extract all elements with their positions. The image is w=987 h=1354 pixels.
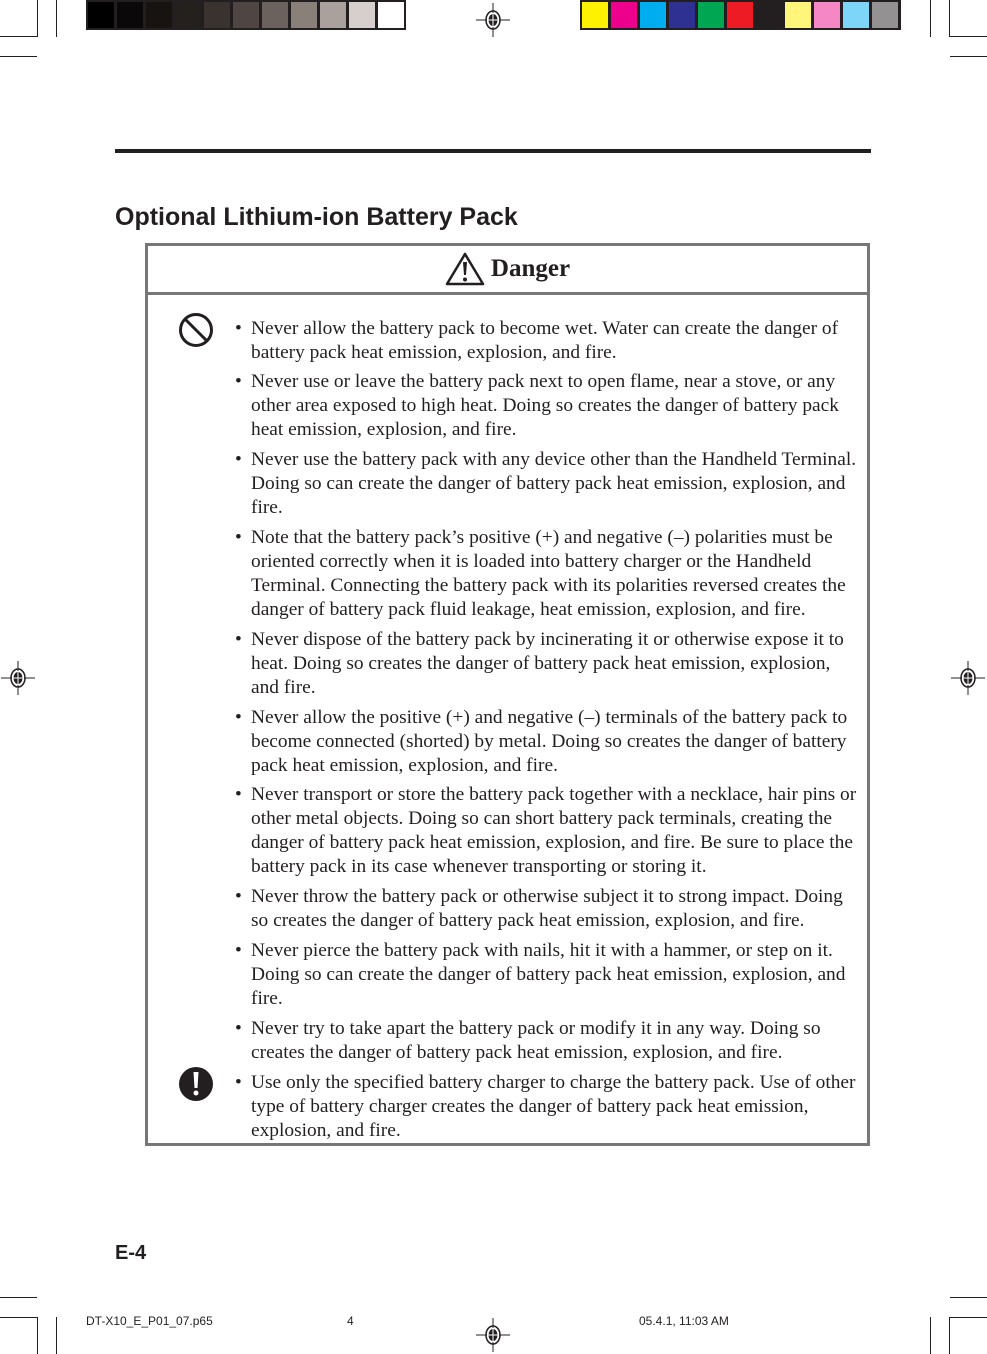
color-swatch bbox=[669, 2, 695, 28]
page-number: E-4 bbox=[115, 1242, 147, 1264]
crop-mark bbox=[0, 56, 37, 57]
danger-list-item bbox=[235, 526, 863, 622]
gray-swatch bbox=[378, 2, 404, 28]
crop-mark bbox=[37, 0, 38, 37]
gray-swatch bbox=[262, 2, 288, 28]
bullet: • bbox=[235, 318, 242, 339]
color-swatch bbox=[814, 2, 840, 28]
color-swatch bbox=[843, 2, 869, 28]
registration-mark-icon bbox=[1, 661, 35, 695]
gray-swatch bbox=[88, 2, 114, 28]
bullet: • bbox=[235, 1018, 242, 1039]
crop-mark bbox=[0, 1297, 37, 1298]
crop-mark bbox=[930, 0, 931, 37]
gray-swatch bbox=[320, 2, 346, 28]
color-swatch bbox=[611, 2, 637, 28]
crop-mark bbox=[0, 36, 37, 37]
item-text: Never dispose of the battery pack by incinerating it or otherwise expose it to heat. Doing so creates the danger of battery pack heat emission, explosion, and fire. bbox=[251, 629, 844, 698]
danger-list-item bbox=[235, 939, 863, 1011]
gray-swatch bbox=[146, 2, 172, 28]
bullet: • bbox=[235, 629, 242, 650]
bullet: • bbox=[235, 371, 242, 392]
item-text: Never pierce the battery pack with nails, hit it with a hammer, or step on it. Doing so can create the danger of battery pack heat emission, explosion, and fire. bbox=[251, 940, 846, 1009]
danger-list-item bbox=[235, 706, 863, 778]
warning-triangle-icon bbox=[445, 252, 485, 286]
crop-mark bbox=[949, 0, 950, 37]
crop-mark bbox=[950, 1317, 987, 1318]
bullet: • bbox=[235, 707, 242, 728]
gray-swatch bbox=[175, 2, 201, 28]
danger-list-item bbox=[235, 448, 863, 520]
color-swatch bbox=[756, 2, 782, 28]
gray-swatch bbox=[204, 2, 230, 28]
item-text: Never throw the battery pack or otherwise subject it to strong impact. Doing so creates the danger of battery pack heat emission, explosion, and fire. bbox=[251, 886, 843, 931]
color-swatch bbox=[727, 2, 753, 28]
bullet: • bbox=[235, 449, 242, 470]
danger-label: Danger bbox=[490, 255, 571, 282]
gray-swatch bbox=[117, 2, 143, 28]
gray-swatch bbox=[233, 2, 259, 28]
danger-list-item bbox=[235, 628, 863, 700]
danger-list-item bbox=[235, 1071, 863, 1143]
footer-timestamp: 05.4.1, 11:03 AM bbox=[639, 1314, 729, 1328]
danger-list-item bbox=[235, 783, 863, 879]
crop-mark bbox=[56, 0, 57, 37]
crop-mark bbox=[930, 1317, 931, 1354]
crop-mark bbox=[950, 56, 987, 57]
bullet: • bbox=[235, 784, 242, 805]
bullet: • bbox=[235, 527, 242, 548]
item-text: Never use or leave the battery pack next to open flame, near a stove, or any other area exposed to high heat. Doing so creates the danger of battery pack heat emission, explosion, and fire. bbox=[251, 371, 839, 440]
crop-mark bbox=[56, 1317, 57, 1354]
danger-list-item bbox=[235, 1017, 863, 1065]
item-text: Never transport or store the battery pack together with a necklace, hair pins or other metal objects. Doing so can short battery pack terminals, creating the danger of battery pack heat emission, explosion, and fire. Be sure to place the battery pack in its case whenever transporting or storing it. bbox=[251, 784, 857, 877]
section-title: Optional Lithium-ion Battery Pack bbox=[115, 203, 518, 231]
danger-header bbox=[148, 246, 867, 295]
gray-swatch bbox=[291, 2, 317, 28]
danger-box bbox=[145, 243, 870, 1146]
item-text: Note that the battery pack’s positive (+) and negative (–) polarities must be oriented correctly when it is loaded into battery charger or the Handheld Terminal. Connecting the battery pack with its polarities reversed creates the danger of battery pack fluid leakage, heat emission, explosion, and fire. bbox=[251, 527, 846, 620]
gray-swatch bbox=[349, 2, 375, 28]
color-swatch bbox=[582, 2, 608, 28]
mandatory-action-icon bbox=[178, 1066, 214, 1102]
bullet: • bbox=[235, 1072, 242, 1093]
item-text: Never try to take apart the battery pack or modify it in any way. Doing so creates the danger of battery pack heat emission, explosion, and fire. bbox=[251, 1018, 821, 1063]
color-swatch bbox=[785, 2, 811, 28]
bullet: • bbox=[235, 940, 242, 961]
crop-mark bbox=[950, 1297, 987, 1298]
color-swatch bbox=[640, 2, 666, 28]
color-swatch bbox=[872, 2, 898, 28]
item-text: Never allow the positive (+) and negative (–) terminals of the battery pack to become connected (shorted) by metal. Doing so creates the danger of battery pack heat emission, explosion, and fire. bbox=[251, 707, 848, 776]
danger-list-item bbox=[235, 317, 863, 365]
registration-mark-icon bbox=[951, 661, 985, 695]
bullet: • bbox=[235, 886, 242, 907]
footer-filename: DT-X10_E_P01_07.p65 bbox=[86, 1314, 213, 1328]
danger-list-item bbox=[235, 885, 863, 933]
danger-list-item bbox=[235, 370, 863, 442]
crop-mark bbox=[0, 1317, 37, 1318]
color-swatch bbox=[698, 2, 724, 28]
footer-page: 4 bbox=[347, 1314, 354, 1328]
crop-mark bbox=[37, 1317, 38, 1354]
crop-mark bbox=[949, 1317, 950, 1354]
header-rule bbox=[115, 149, 871, 153]
item-text: Never allow the battery pack to become wet. Water can create the danger of battery pack heat emission, explosion, and fire. bbox=[251, 318, 839, 363]
item-text: Never use the battery pack with any device other than the Handheld Terminal. Doing so can create the danger of battery pack heat emission, explosion, and fire. bbox=[251, 449, 857, 518]
prohibited-icon bbox=[178, 312, 214, 348]
crop-mark bbox=[950, 36, 987, 37]
registration-mark-icon bbox=[476, 3, 510, 37]
registration-mark-icon bbox=[476, 1318, 510, 1352]
item-text: Use only the specified battery charger to charge the battery pack. Use of other type of battery charger creates the danger of battery pack heat emission, explosion, and fire. bbox=[251, 1072, 856, 1141]
